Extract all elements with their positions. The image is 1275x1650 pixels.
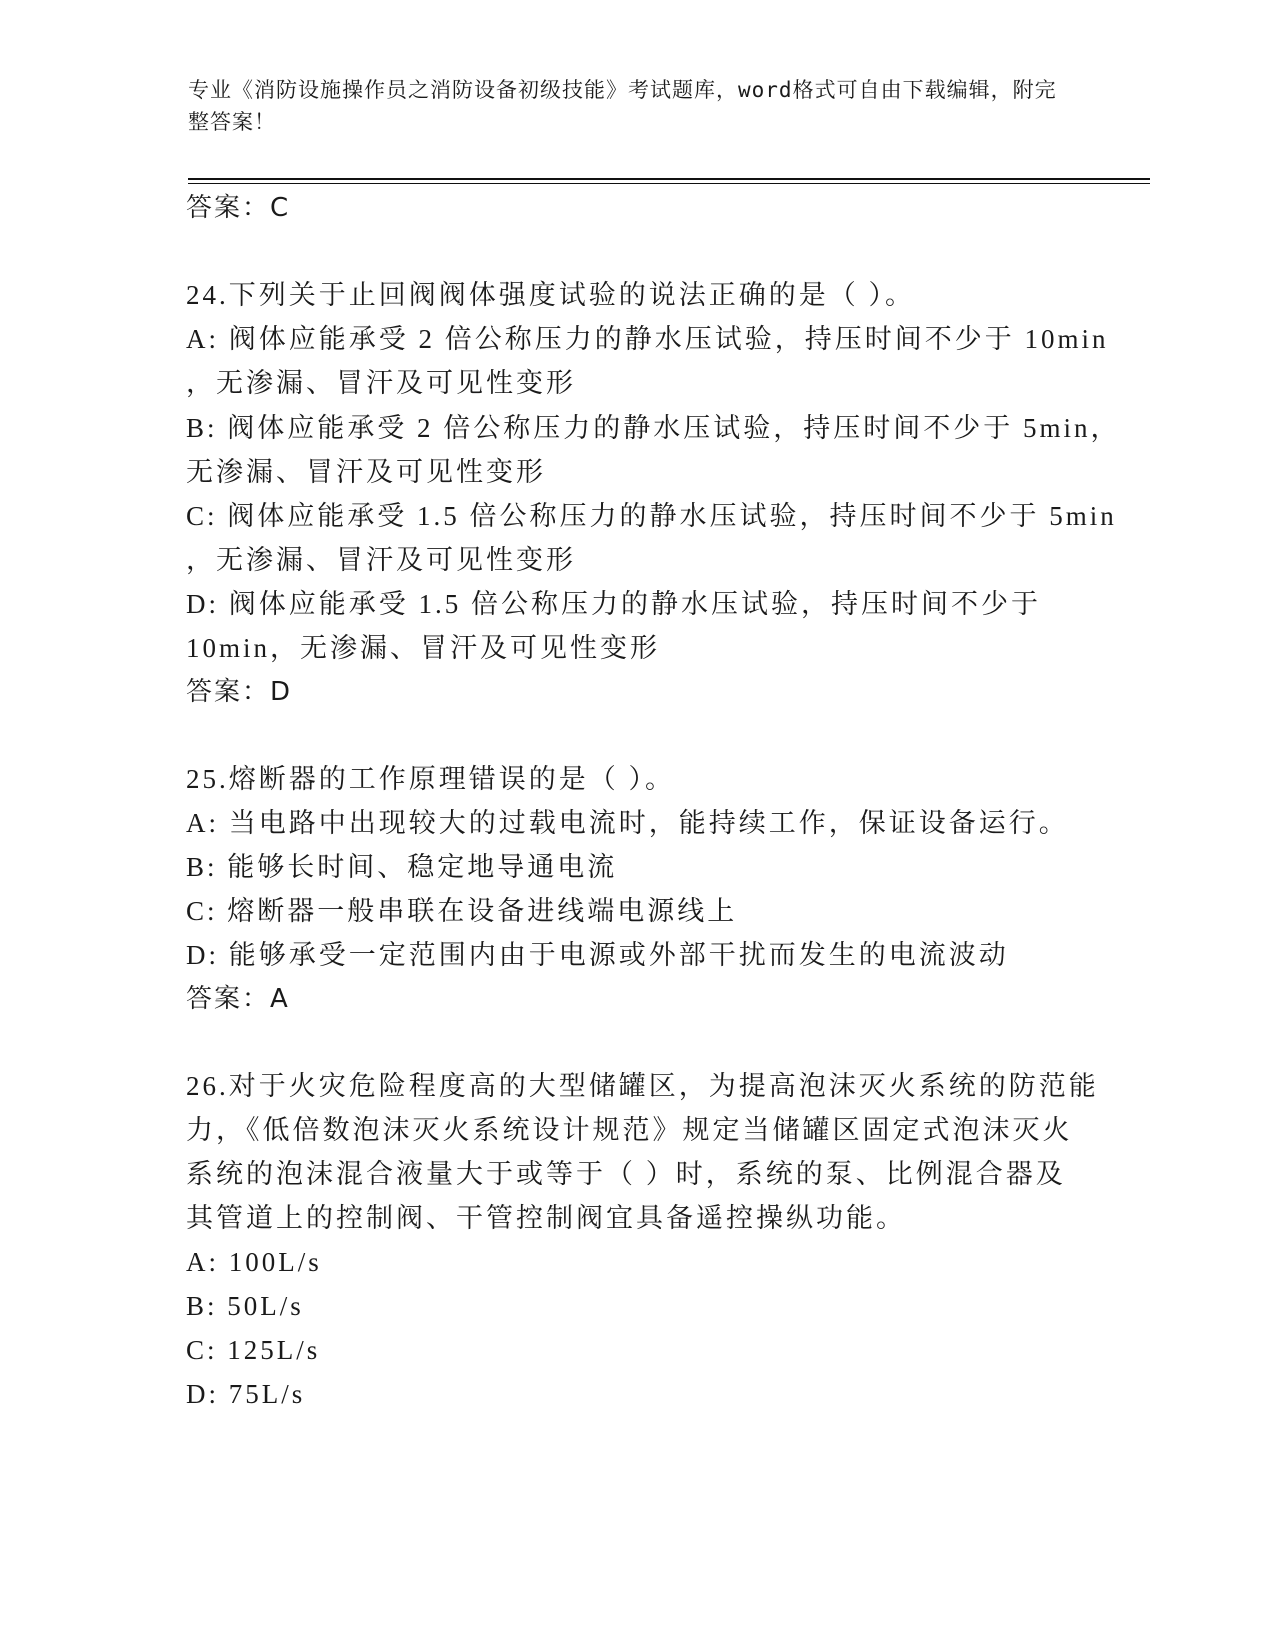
question-24-option-a-line1: A: 阀体应能承受 2 倍公称压力的静水压试验，持压时间不少于 10min: [186, 324, 1109, 354]
question-26-option-a: A: 100L/s: [186, 1247, 322, 1277]
question-24-option-c-line1: C: 阀体应能承受 1.5 倍公称压力的静水压试验，持压时间不少于 5min: [186, 501, 1117, 531]
question-24-option-c-line2: ，无渗漏、冒汗及可见性变形: [186, 545, 576, 575]
question-26-option-b: B: 50L/s: [186, 1291, 304, 1321]
question-24-option-d-line2: 10min，无渗漏、冒汗及可见性变形: [186, 633, 661, 663]
answer-q24: 答案：D: [186, 677, 293, 707]
question-26-stem-line1: 26.对于火灾危险程度高的大型储罐区，为提高泡沫灭火系统的防范能: [186, 1071, 1099, 1101]
question-25-option-a: A: 当电路中出现较大的过载电流时，能持续工作，保证设备运行。: [186, 808, 1069, 838]
question-26-stem-line4: 其管道上的控制阀、干管控制阀宜具备遥控操纵功能。: [186, 1203, 906, 1233]
question-24-stem: 24.下列关于止回阀阀体强度试验的说法正确的是（ ）。: [186, 280, 915, 310]
question-26-stem-line3: 系统的泡沫混合液量大于或等于（ ）时，系统的泵、比例混合器及: [186, 1159, 1066, 1189]
question-26-stem-line2: 力，《低倍数泡沫灭火系统设计规范》规定当储罐区固定式泡沫灭火: [186, 1115, 1073, 1145]
header-divider-thick: [188, 178, 1150, 180]
question-25-stem: 25.熔断器的工作原理错误的是（ ）。: [186, 764, 675, 794]
page-header-text: 专业《消防设施操作员之消防设备初级技能》考试题库，word格式可自由下载编辑，附完整答案！: [188, 78, 1057, 134]
question-26-option-d: D: 75L/s: [186, 1379, 306, 1409]
question-25-option-d: D: 能够承受一定范围内由于电源或外部干扰而发生的电流波动: [186, 940, 1009, 970]
question-24-option-d-line1: D: 阀体应能承受 1.5 倍公称压力的静水压试验，持压时间不少于: [186, 589, 1041, 619]
question-24-option-a-line2: ，无渗漏、冒汗及可见性变形: [186, 368, 576, 398]
answer-q25: 答案：A: [186, 984, 290, 1014]
question-26-option-c: C: 125L/s: [186, 1335, 321, 1365]
question-24-option-b-line2: 无渗漏、冒汗及可见性变形: [186, 457, 546, 487]
answer-q23: 答案：C: [186, 193, 291, 223]
question-24-option-b-line1: B: 阀体应能承受 2 倍公称压力的静水压试验，持压时间不少于 5min，: [186, 413, 1121, 443]
header-divider-thin: [188, 183, 1150, 184]
question-25-option-b: B: 能够长时间、稳定地导通电流: [186, 852, 618, 882]
question-25-option-c: C: 熔断器一般串联在设备进线端电源线上: [186, 896, 738, 926]
